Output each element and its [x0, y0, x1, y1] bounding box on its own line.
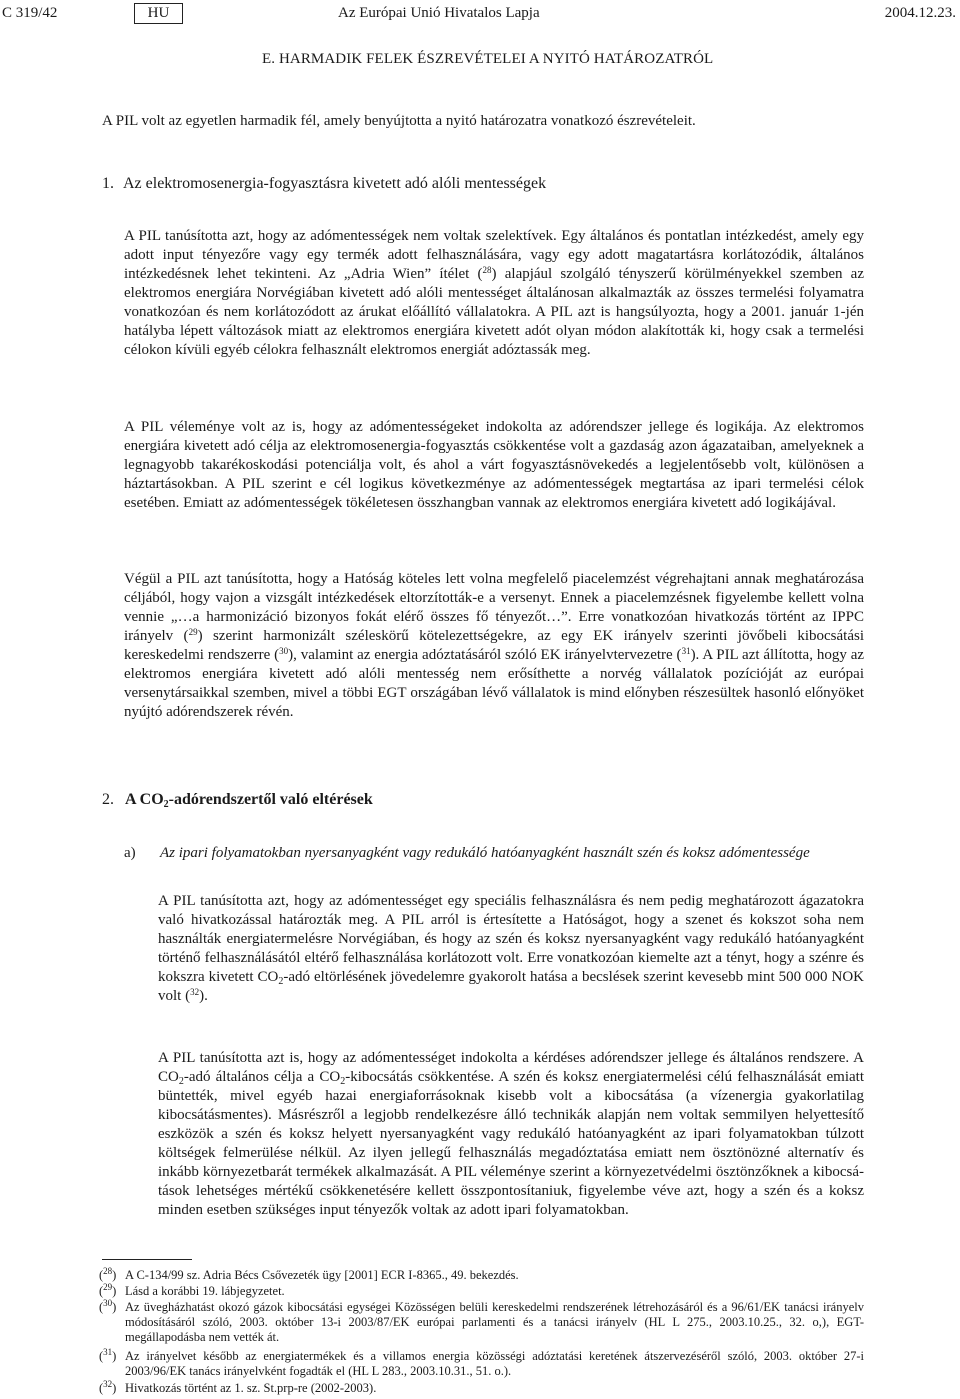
footnote-ref[interactable]: 29 — [188, 627, 198, 637]
text-run: ) alapjául szolgáló tényszerű körülményekkel szemben az elektromos energiára Norvégiában kivetett adó alóli mentességet általánosan alkalmazták az összes termelési folyamatra vonatkozóan és nem korlátozódott az árukat előállító vállalatokra. A PIL azt is hangsúlyozta, hogy a 2001. január 1-jén hatályba lépett változások miatt az elektromos energiára kivetett adót olyan módon alakították ki, hogy csak a termelési célokon kívüli egyéb célokra felhasznált elektromos energiát adóztassák meg. — [124, 266, 864, 358]
footnote-ref[interactable]: 32 — [190, 987, 200, 997]
subheading-a — [124, 845, 810, 862]
footnote-mark-number: 30 — [103, 1298, 113, 1308]
subheading-a-label: a) — [124, 845, 136, 861]
text-run: ). — [199, 988, 208, 1004]
footnote-mark-number: 28 — [103, 1266, 113, 1276]
subscript: 2 — [278, 976, 284, 987]
text-run: Végül a PIL azt tanúsította, hogy a Hatóság köteles lett volna megfelelő piacelemzést végrehajtani annak meghatározása céljából, hogy vajon a vizsgált intézkedések eltorzították-e a versenyt. Ennek a piacelemzésnek figyelembe kellett volna vennie „…a harmonizáció bizonyos fokát elérő összes fő tényezőt…”. Erre vonatkozóan hivatkozás történt az IPPC irányelv ( — [124, 571, 864, 644]
section-heading: E. HARMADIK FELEK ÉSZREVÉTELEI A NYITÓ HATÁROZATRÓL — [262, 51, 714, 67]
intro-paragraph: A PIL volt az egyetlen harmadik fél, amely benyújtotta a nyitó határozatra vonatkozó észrevételeit. — [102, 113, 696, 129]
footnote-text: Az üvegházhatást okozó gázok kibocsátási egységei Közösségen belüli kereskedelmi rendszerének létrehozásáról és a 96/61/EK tanácsi irányelv módosításáról szóló, 2003. október 13-i 2003/87/EK európai parlamenti és a tanácsi irányelv (HL L 275., 2003.10.25., 32. o,), EGT-megállapodásba nem vették át. — [125, 1300, 864, 1344]
footnote-mark-number: 32 — [103, 1379, 113, 1389]
subscript: 2 — [178, 1076, 184, 1087]
subscript: 2 — [340, 1076, 346, 1087]
text-run: ) szerint harmonizált széleskörű kötelezettségekre, az egy EK irányelv szerinti jövőbeli kibocsátási kereskedelmi rendszerre ( — [124, 628, 865, 663]
footnote-text: A C-134/99 sz. Adria Bécs Csővezeték ügy [2001] ECR I-8365., 49. bekezdés. — [125, 1268, 519, 1282]
text-run: ), valamint az energia adóztatásáról szóló EK irányelvtervezetre ( — [288, 647, 682, 663]
text-run: ). A PIL azt állította, hogy az elektromos energiára kivetett adó alóli mentesség nem erősíthette a norvég vállalatok pozícióját az európai versenytársaikkal szemben, mivel a többi EGT országában lévő vállalatok is mind előnyben részesültek hasonló előnyöket nyújtó adórendszerek révén. — [124, 647, 865, 720]
footnote — [99, 1300, 864, 1345]
page-number: C 319/42 — [2, 5, 58, 21]
issue-date: 2004.12.23. — [884, 5, 956, 21]
footnote — [99, 1284, 864, 1299]
page-header — [0, 3, 960, 27]
heading-2-title-rest: -adórendszertől való eltérések — [168, 791, 373, 808]
footnote-divider — [102, 1259, 192, 1260]
heading-2-number: 2. — [102, 791, 114, 808]
subscript: 2 — [163, 799, 169, 810]
text-run: A PIL tanúsította azt is, hogy az adómentességet indokolta a kérdéses adórendszer jellege és általános rendszere. A CO — [158, 1050, 864, 1085]
subheading-a-title: Az ipari folyamatokban nyersanyagként vagy redukáló hatóanyagként használt szén és koksz adómentessége — [160, 845, 810, 861]
footnote — [99, 1381, 864, 1396]
text-run: -kibocsátás csökkentése. A szén és koksz energiatermelési célú felhasználását emiatt büntették, mivel egyéb hazai energiaforrásoknak kisebb volt a kibocsátása (a vízenergia gyakorlatilag kibocsátásmentes). Másrészről a legjobb rendelkezésre álló technikák alapján nem voltak semmilyen helyettesítő eszközök a szén és koksz helyett nyersanyagként vagy redukáló hatóanyagként az ipari folyamatokban túlzott költségek felmerülése nélkül. Az ilyen jellegű felhasználás megadóztatása emiatt nem ösztönözné alternatív és inkább környezetbarát termékek alkalmazását. A PIL véleménye szerint a környezetvédelmi ösztönzőknek a kibocsátások lehetséges mértékű csökkenetésére kellett összpontosítaniuk, figyelembe véve azt, hogy a szén és a koksz minden esetben szükséges input tényezők voltak az adott ipari folyamatokban. — [158, 1069, 864, 1218]
footnote-text: Hivatkozás történt az 1. sz. St.prp-re (2002-2003). — [125, 1381, 377, 1395]
footnote-ref[interactable]: 30 — [279, 646, 289, 656]
text-run: A PIL tanúsította azt, hogy az adómentességek nem voltak szelektívek. — [124, 228, 557, 244]
paragraph — [124, 570, 864, 722]
footnote-mark-number: 31 — [103, 1347, 113, 1357]
heading-2 — [102, 791, 373, 809]
paragraph: A PIL véleménye volt az is, hogy az adómentességeket indokolta az adórendszer jellege és logikája. Az elektromos energiára kivetett adó célja az elektromosenergia-fogyasztás csökkentése volt a gazdaság azon ágazataiban, amelyeknek a legnagyobb takarékoskodási potenciálja volt, és ahol a várt fogyasztásnövekedés a legjelentősebb volt, különösen a háztartásokban. A PIL szerint e cél logikus következménye az adómentességek megtartása az ipari termelési célok esetében. Emiatt az adómentességek tökéletesen összhangban vannak az elektromos energiára kivetett adó logikájával. — [124, 419, 864, 511]
heading-1-number: 1. — [102, 175, 114, 192]
text-run: -adó eltörlésének jövedelemre gyakorolt hatása a becslések szerint kevesebb mint 500 000 NOK volt ( — [158, 969, 864, 1004]
footnote — [99, 1349, 864, 1379]
heading-1 — [102, 175, 546, 193]
paragraph — [158, 1049, 864, 1220]
footnote-mark: ($^{29}$) — [99, 1282, 117, 1298]
footnote-text: Az irányelvet később az energiatermékek és a villamos energia közösségi adóztatási keretének átszervezéséről szóló, 2003. október 27-i 2003/96/EK tanács irányelvként fogadták el (HL L 283., 2003.10.31., 51. o.). — [125, 1349, 864, 1378]
footnote-mark: ($^{32}$) — [99, 1379, 117, 1395]
journal-title: Az Európai Unió Hivatalos Lapja — [338, 5, 540, 21]
language-badge: HU — [134, 3, 183, 24]
footnote-ref[interactable]: 31 — [681, 646, 691, 656]
text-run: Egy általános és pontatlan intézkedést, amely egy adott input tényezőre vagy egy termék adott felhasználására, vagy egy adott magatartásra korlátozódik, általános intézkedésnek lehet tekinteni. Az „Adria Wien” ítélet ( — [124, 228, 865, 282]
footnote-ref[interactable]: 28 — [482, 265, 492, 275]
footnote-mark: ($^{30}$) — [99, 1298, 117, 1314]
footnote-mark: ($^{31}$) — [99, 1347, 117, 1363]
text-run: -adó általános célja a CO — [183, 1069, 341, 1085]
paragraph — [158, 892, 864, 1006]
heading-2-title: A CO — [125, 791, 164, 808]
footnote-mark: ($^{28}$) — [99, 1266, 117, 1282]
footnote-mark-number: 29 — [103, 1282, 113, 1292]
paragraph — [124, 227, 864, 360]
text-run: A PIL tanúsította azt, hogy az adómentességet egy speciális felhasználásra és nem pedig meghatározott ágazatokra való hivatkozással határozták meg. A PIL arról is értesítette a Hatóságot, hogy a szenet és kokszot soha nem használták energiatermelésre Norvégiában, és hogy az szén és koksz nyersanyagként vagy redukáló hatóanyagként történő felhasználásától eltérő felhasználása korlátozott volt. Erre vonatkozóan kiemelte azt a tényt, hogy a szénre és kokszra kivetett CO — [158, 893, 864, 985]
heading-1-title: Az elektromosenergia-fogyasztásra kivetett adó alóli mentességek — [123, 175, 547, 192]
footnote — [99, 1268, 864, 1283]
footnote-text: Lásd a korábbi 19. lábjegyzetet. — [125, 1284, 285, 1298]
